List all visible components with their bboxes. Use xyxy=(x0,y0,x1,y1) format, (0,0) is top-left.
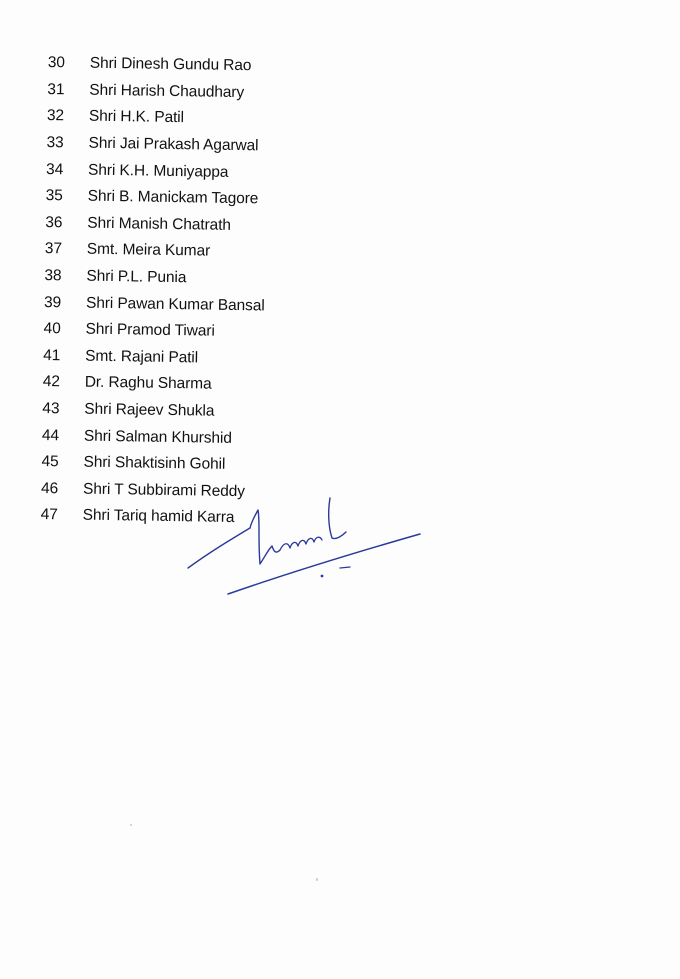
list-item xyxy=(44,289,265,319)
item-number: 40 xyxy=(43,320,61,338)
list-item xyxy=(48,50,269,80)
member-name: Shri Rajeev Shukla xyxy=(84,400,215,420)
member-name: Smt. Meira Kumar xyxy=(86,241,211,261)
signature-stroke xyxy=(188,528,250,568)
list-item xyxy=(43,369,264,399)
list-item xyxy=(43,316,264,346)
member-name: Shri H.K. Patil xyxy=(88,108,185,127)
member-name: Shri Dinesh Gundu Rao xyxy=(89,54,252,75)
member-name: Shri Tariq hamid Karra xyxy=(82,506,235,527)
item-number: 36 xyxy=(45,213,63,232)
signature-stroke xyxy=(250,510,280,564)
signature-stroke xyxy=(340,567,350,568)
member-name: Shri B. Manickam Tagore xyxy=(87,187,259,208)
list-item xyxy=(45,210,266,240)
item-number: 43 xyxy=(42,399,60,418)
member-name: Shri K.H. Muniyappa xyxy=(87,161,229,181)
member-name: Shri Manish Chatrath xyxy=(87,214,231,234)
item-number: 33 xyxy=(46,134,64,152)
signature-dot xyxy=(321,575,324,578)
signature-stroke xyxy=(280,537,322,550)
member-name: Shri Jai Prakash Agarwal xyxy=(88,134,259,155)
member-name: Dr. Raghu Sharma xyxy=(84,374,212,394)
member-name: Shri Salman Khurshid xyxy=(83,427,232,447)
item-number: 39 xyxy=(43,293,62,311)
list-item xyxy=(45,183,266,213)
list-item xyxy=(47,77,268,107)
member-name: Shri Pawan Kumar Bansal xyxy=(85,294,265,315)
member-name: Shri Pramod Tiwari xyxy=(85,320,215,340)
item-number: 46 xyxy=(40,479,59,498)
item-number: 31 xyxy=(47,80,65,99)
item-number: 37 xyxy=(44,240,63,258)
item-number: 34 xyxy=(45,160,64,178)
item-number: 45 xyxy=(41,453,59,471)
member-name: Shri T Subbirami Reddy xyxy=(82,480,246,500)
member-name: Shri Shaktisinh Gohil xyxy=(83,453,226,474)
member-name: Smt. Rajani Patil xyxy=(85,347,199,367)
handwritten-signature xyxy=(180,480,430,600)
item-number: 44 xyxy=(41,426,60,444)
item-number: 41 xyxy=(43,346,61,365)
member-name: Shri Harish Chaudhary xyxy=(89,81,245,101)
signature-stroke xyxy=(329,498,346,539)
member-name: Shri P.L. Punia xyxy=(86,267,187,287)
member-list xyxy=(40,50,268,532)
signature-stroke xyxy=(228,534,420,594)
item-number: 32 xyxy=(46,107,65,125)
list-item xyxy=(44,263,265,293)
list-item xyxy=(43,342,264,372)
item-number: 42 xyxy=(42,373,60,391)
list-item xyxy=(47,103,268,133)
item-number: 38 xyxy=(44,267,62,285)
list-item xyxy=(42,422,263,452)
list-item xyxy=(45,236,266,266)
item-number: 30 xyxy=(47,54,65,72)
list-item xyxy=(46,156,267,186)
list-item xyxy=(46,130,267,160)
item-number: 47 xyxy=(40,506,58,524)
list-item xyxy=(41,449,262,479)
item-number: 35 xyxy=(45,187,63,205)
list-item xyxy=(42,396,263,426)
scan-speck xyxy=(130,824,132,826)
scan-speck xyxy=(316,878,318,881)
